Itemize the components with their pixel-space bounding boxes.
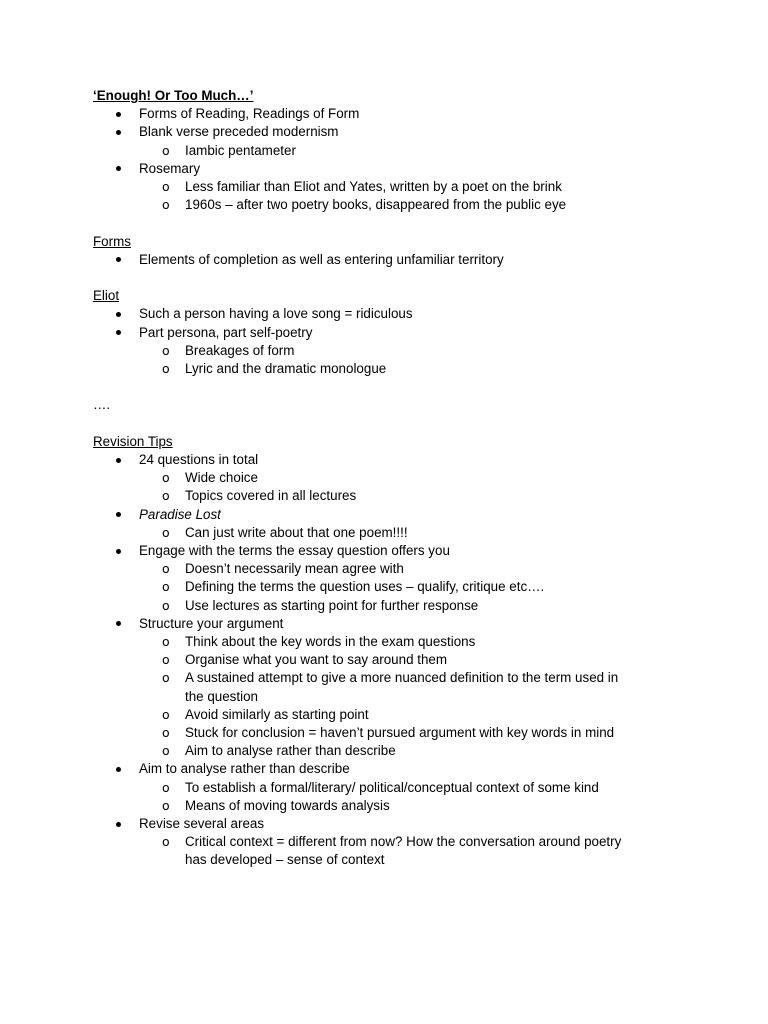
section-heading: Forms (93, 233, 131, 249)
list-item-text: Aim to analyse rather than describe (185, 743, 396, 759)
body-text: …. (93, 397, 111, 413)
bullet-dot-icon (114, 105, 123, 123)
list-item-text: A sustained attempt to give a more nuanced definition to the term used in (185, 670, 619, 686)
list-item-text: Aim to analyse rather than describe (139, 761, 350, 777)
bullet-circle-marker: o (162, 670, 170, 686)
bullet-circle-marker: o (162, 179, 170, 194)
list-item-text: Part persona, part self-poetry (139, 324, 313, 340)
bullet-dot-icon (114, 760, 123, 778)
list-item-text: Engage with the terms the essay question offers you (139, 543, 450, 558)
bullet-circle-marker: o (162, 524, 170, 540)
bullet-dot-icon (114, 506, 123, 524)
list-item-text: Lyric and the dramatic monologue (185, 361, 387, 376)
bullet-circle-marker: o (162, 706, 170, 722)
bullet-circle-marker: o (162, 197, 170, 213)
list-item-text: Elements of completion as well as entering unfamiliar territory (139, 251, 504, 267)
bullet-dot-icon (114, 451, 123, 469)
list-item-text: 24 questions in total (139, 452, 259, 467)
list-item-text: Topics covered in all lectures (185, 488, 357, 504)
list-item-text: Organise what you want to say around them (185, 652, 448, 668)
bullet-circle-marker: o (162, 652, 170, 668)
list-item-text: To establish a formal/literary/ political/conceptual context of some kind (185, 779, 599, 795)
document-title: ‘Enough! Or Too Much…’ (93, 88, 254, 103)
bullet-circle-marker: o (162, 597, 170, 613)
list-item-text: 1960s – after two poetry books, disappeared from the public eye (185, 197, 567, 213)
section-heading: Revision Tips (93, 433, 173, 449)
bullet-dot-icon (114, 251, 123, 269)
list-item-text: Can just write about that one poem!!!! (185, 524, 408, 540)
bullet-circle-marker: o (162, 470, 170, 486)
list-item-text: Rosemary (139, 160, 201, 176)
list-item-text: Use lectures as starting point for further response (185, 597, 479, 613)
list-item-text: Stuck for conclusion = haven’t pursued argument with key words in mind (185, 725, 615, 740)
bullet-circle-marker: o (162, 561, 170, 577)
list-item-text: Think about the key words in the exam questions (185, 634, 476, 649)
list-item-text: Such a person having a love song = ridiculous (139, 306, 413, 322)
list-item-text: Defining the terms the question uses – qualify, critique etc…. (185, 579, 545, 595)
list-item-text: Blank verse preceded modernism (139, 124, 339, 140)
bullet-circle-marker: o (162, 779, 170, 795)
list-item-continuation: the question (185, 688, 258, 704)
bullet-circle-marker: o (162, 834, 170, 850)
bullet-circle-marker: o (162, 361, 170, 376)
bullet-circle-marker: o (162, 579, 170, 595)
list-item-text: Forms of Reading, Readings of Form (139, 106, 360, 122)
list-item-text: Less familiar than Eliot and Yates, written by a poet on the brink (185, 179, 562, 194)
list-item-text: Means of moving towards analysis (185, 797, 390, 813)
list-item-text: Iambic pentameter (185, 142, 296, 158)
list-item-text: Avoid similarly as starting point (185, 706, 369, 722)
bullet-circle-marker: o (162, 488, 170, 504)
bullet-dot-icon (114, 615, 123, 633)
list-item-continuation: has developed – sense of context (185, 852, 385, 868)
bullet-circle-marker: o (162, 342, 170, 358)
bullet-dot-icon (114, 324, 123, 342)
bullet-circle-marker: o (162, 725, 170, 740)
bullet-dot-icon (114, 542, 123, 560)
section-heading: Eliot (93, 288, 120, 304)
bullet-dot-icon (114, 160, 123, 178)
bullet-circle-marker: o (162, 797, 170, 813)
list-item-text: Revise several areas (139, 816, 265, 831)
bullet-dot-icon (114, 123, 123, 141)
list-item-text: Doesn’t necessarily mean agree with (185, 561, 404, 577)
list-item-text: Structure your argument (139, 615, 284, 631)
list-item-text: Wide choice (185, 470, 258, 486)
list-item-text: Critical context = different from now? How the conversation around poetry (185, 834, 622, 850)
list-item-text: Breakages of form (185, 342, 295, 358)
bullet-circle-marker: o (162, 142, 170, 158)
bullet-dot-icon (114, 305, 123, 323)
bullet-circle-marker: o (162, 634, 170, 649)
list-item-text: Paradise Lost (139, 506, 221, 522)
bullet-dot-icon (114, 815, 123, 833)
bullet-circle-marker: o (162, 743, 170, 759)
